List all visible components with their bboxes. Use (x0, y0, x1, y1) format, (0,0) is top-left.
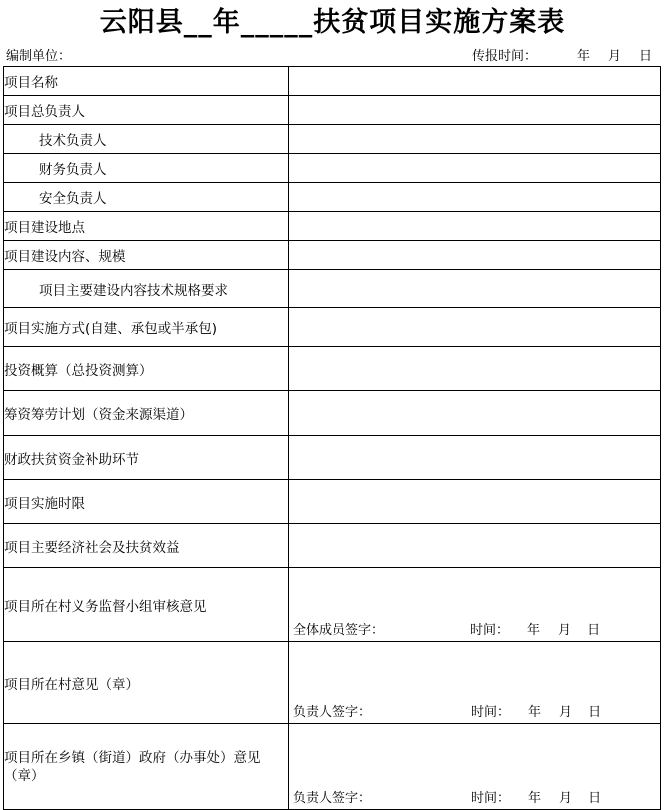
time-label: 时间： (471, 791, 511, 806)
table-row (4, 96, 661, 125)
row-label-village-opinion: 项目所在村意见（章） (4, 642, 289, 724)
report-day: 日 (639, 49, 653, 64)
table-row (4, 391, 661, 436)
signature-line (293, 705, 601, 721)
input-technical-specs[interactable] (289, 270, 661, 308)
row-label-construction-site: 项目建设地点 (4, 212, 289, 241)
input-safety-leader[interactable] (289, 183, 661, 212)
month-label: 月 (558, 623, 572, 638)
signature-line (293, 791, 601, 807)
row-label-benefits: 项目主要经济社会及扶贫效益 (4, 524, 289, 568)
input-village-opinion[interactable] (289, 642, 661, 724)
input-finance-leader[interactable] (289, 154, 661, 183)
table-row (4, 67, 661, 96)
input-construction-content[interactable] (289, 241, 661, 270)
report-year: 年 (577, 49, 591, 64)
row-label-finance-leader: 财务负责人 (4, 154, 289, 183)
day-label: 日 (588, 705, 602, 720)
table-row (4, 125, 661, 154)
row-label-technical-leader: 技术负责人 (4, 125, 289, 154)
day-label: 日 (588, 791, 602, 806)
table-row (4, 241, 661, 270)
input-technical-leader[interactable] (289, 125, 661, 154)
plan-table (3, 66, 661, 810)
row-label-investment-estimate: 投资概算（总投资测算） (4, 347, 289, 391)
row-label-project-leader: 项目总负责人 (4, 96, 289, 125)
compiling-unit-label: 编制单位： (6, 49, 72, 64)
signature-label: 负责人签字： (293, 791, 372, 806)
table-row (4, 568, 661, 642)
report-time-label: 传报时间： (472, 49, 538, 64)
table-row (4, 212, 661, 241)
row-label-supervision-opinion: 项目所在村义务监督小组审核意见 (4, 568, 289, 642)
row-label-funding-plan: 筹资筹劳计划（资金来源渠道） (4, 391, 289, 436)
form-title: 云阳县__年_____扶贫项目实施方案表 (99, 7, 566, 38)
input-project-name[interactable] (289, 67, 661, 96)
row-label-safety-leader: 安全负责人 (4, 183, 289, 212)
time-label: 时间： (471, 705, 511, 720)
table-row (4, 308, 661, 347)
row-label-fiscal-subsidy: 财政扶贫资金补助环节 (4, 436, 289, 480)
table-row (4, 642, 661, 724)
table-row (4, 270, 661, 308)
table-row (4, 524, 661, 568)
input-funding-plan[interactable] (289, 391, 661, 436)
time-label: 时间： (470, 623, 510, 638)
input-project-leader[interactable] (289, 96, 661, 125)
report-time (472, 48, 652, 66)
year-label: 年 (528, 791, 542, 806)
input-supervision-opinion[interactable] (289, 568, 661, 642)
input-township-opinion[interactable] (289, 724, 661, 810)
row-label-implementation-mode: 项目实施方式(自建、承包或半承包) (4, 308, 289, 347)
table-row (4, 724, 661, 810)
row-label-time-limit: 项目实施时限 (4, 480, 289, 524)
row-label-construction-content: 项目建设内容、规模 (4, 241, 289, 270)
input-benefits[interactable] (289, 524, 661, 568)
row-label-project-name: 项目名称 (4, 67, 289, 96)
signature-line (293, 623, 600, 639)
table-row (4, 480, 661, 524)
input-investment-estimate[interactable] (289, 347, 661, 391)
year-label: 年 (527, 623, 541, 638)
input-time-limit[interactable] (289, 480, 661, 524)
row-label-technical-specs: 项目主要建设内容技术规格要求 (4, 270, 289, 308)
input-implementation-mode[interactable] (289, 308, 661, 347)
report-month: 月 (608, 49, 622, 64)
signature-label: 全体成员签字： (293, 623, 385, 638)
table-row (4, 183, 661, 212)
signature-label: 负责人签字： (293, 705, 372, 720)
year-label: 年 (528, 705, 542, 720)
table-row (4, 154, 661, 183)
input-construction-site[interactable] (289, 212, 661, 241)
table-row (4, 347, 661, 391)
day-label: 日 (587, 623, 601, 638)
month-label: 月 (559, 791, 573, 806)
input-fiscal-subsidy[interactable] (289, 436, 661, 480)
table-row (4, 436, 661, 480)
row-label-township-opinion: 项目所在乡镇（街道）政府（办事处）意见（章） (4, 724, 289, 810)
month-label: 月 (559, 705, 573, 720)
